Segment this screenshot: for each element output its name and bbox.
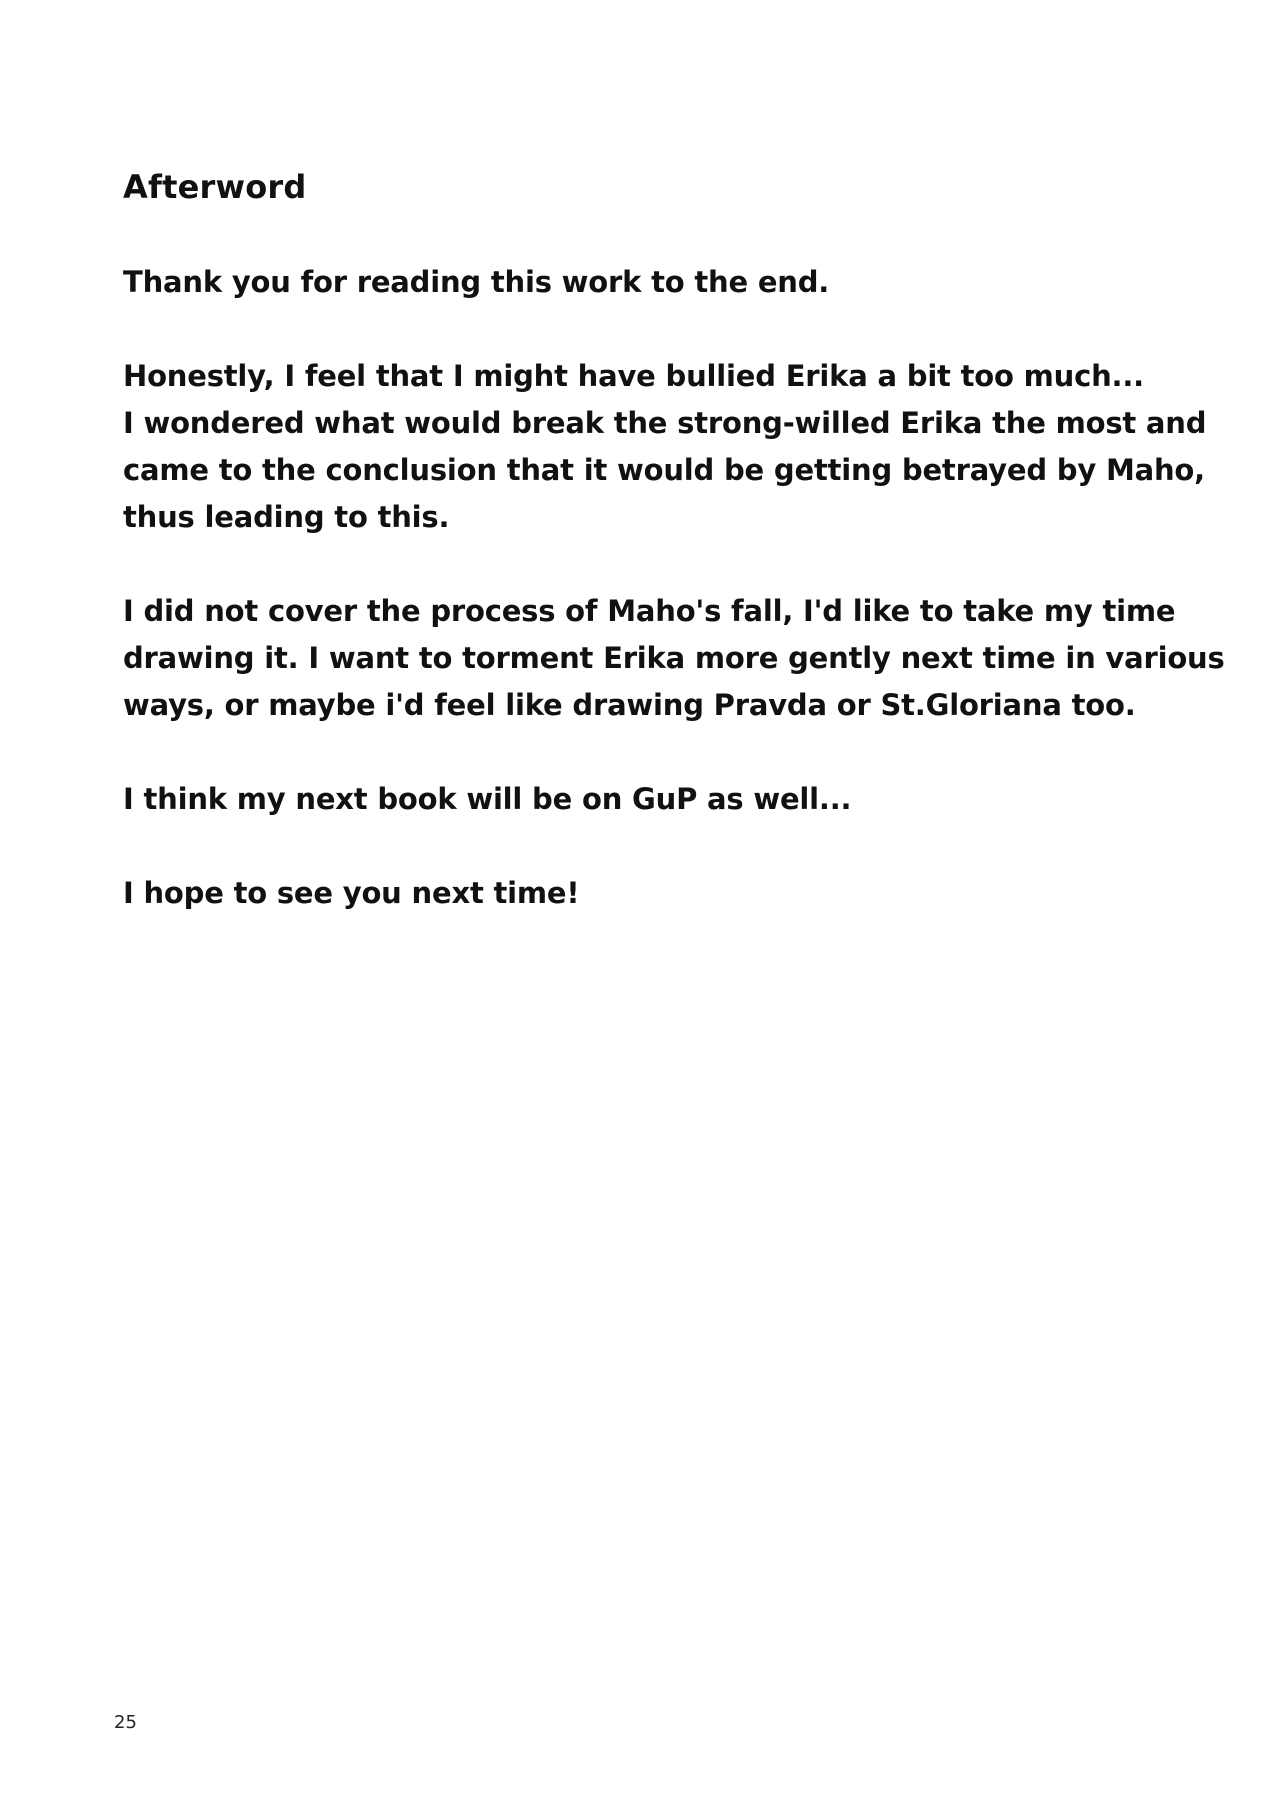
- text-line: ways, or maybe i'd feel like drawing Pravda or St.Gloriana too.: [123, 688, 1136, 722]
- text-line: I hope to see you next time!: [123, 876, 580, 910]
- page-title: Afterword: [123, 168, 307, 206]
- text-line: I think my next book will be on GuP as well...: [123, 782, 852, 816]
- paragraph-thanks: [123, 259, 1183, 306]
- text-line: Honestly, I feel that I might have bullied Erika a bit too much...: [123, 359, 1144, 393]
- text-line: I did not cover the process of Maho's fall, I'd like to take my time: [123, 594, 1176, 628]
- text-line: Thank you for reading this work to the end.: [123, 265, 830, 299]
- afterword-section: [123, 165, 1225, 964]
- paragraph-next-book: [123, 776, 1183, 823]
- page-number: 25: [114, 1712, 137, 1733]
- paragraph-reflection: [123, 353, 1207, 541]
- text-line: drawing it. I want to torment Erika more gently next time in various: [123, 641, 1225, 675]
- paragraph-plans: [123, 588, 1225, 729]
- text-line: came to the conclusion that it would be getting betrayed by Maho,: [123, 453, 1205, 487]
- text-line: thus leading to this.: [123, 500, 450, 534]
- text-line: I wondered what would break the strong-willed Erika the most and: [123, 406, 1207, 440]
- paragraph-farewell: [123, 870, 1183, 917]
